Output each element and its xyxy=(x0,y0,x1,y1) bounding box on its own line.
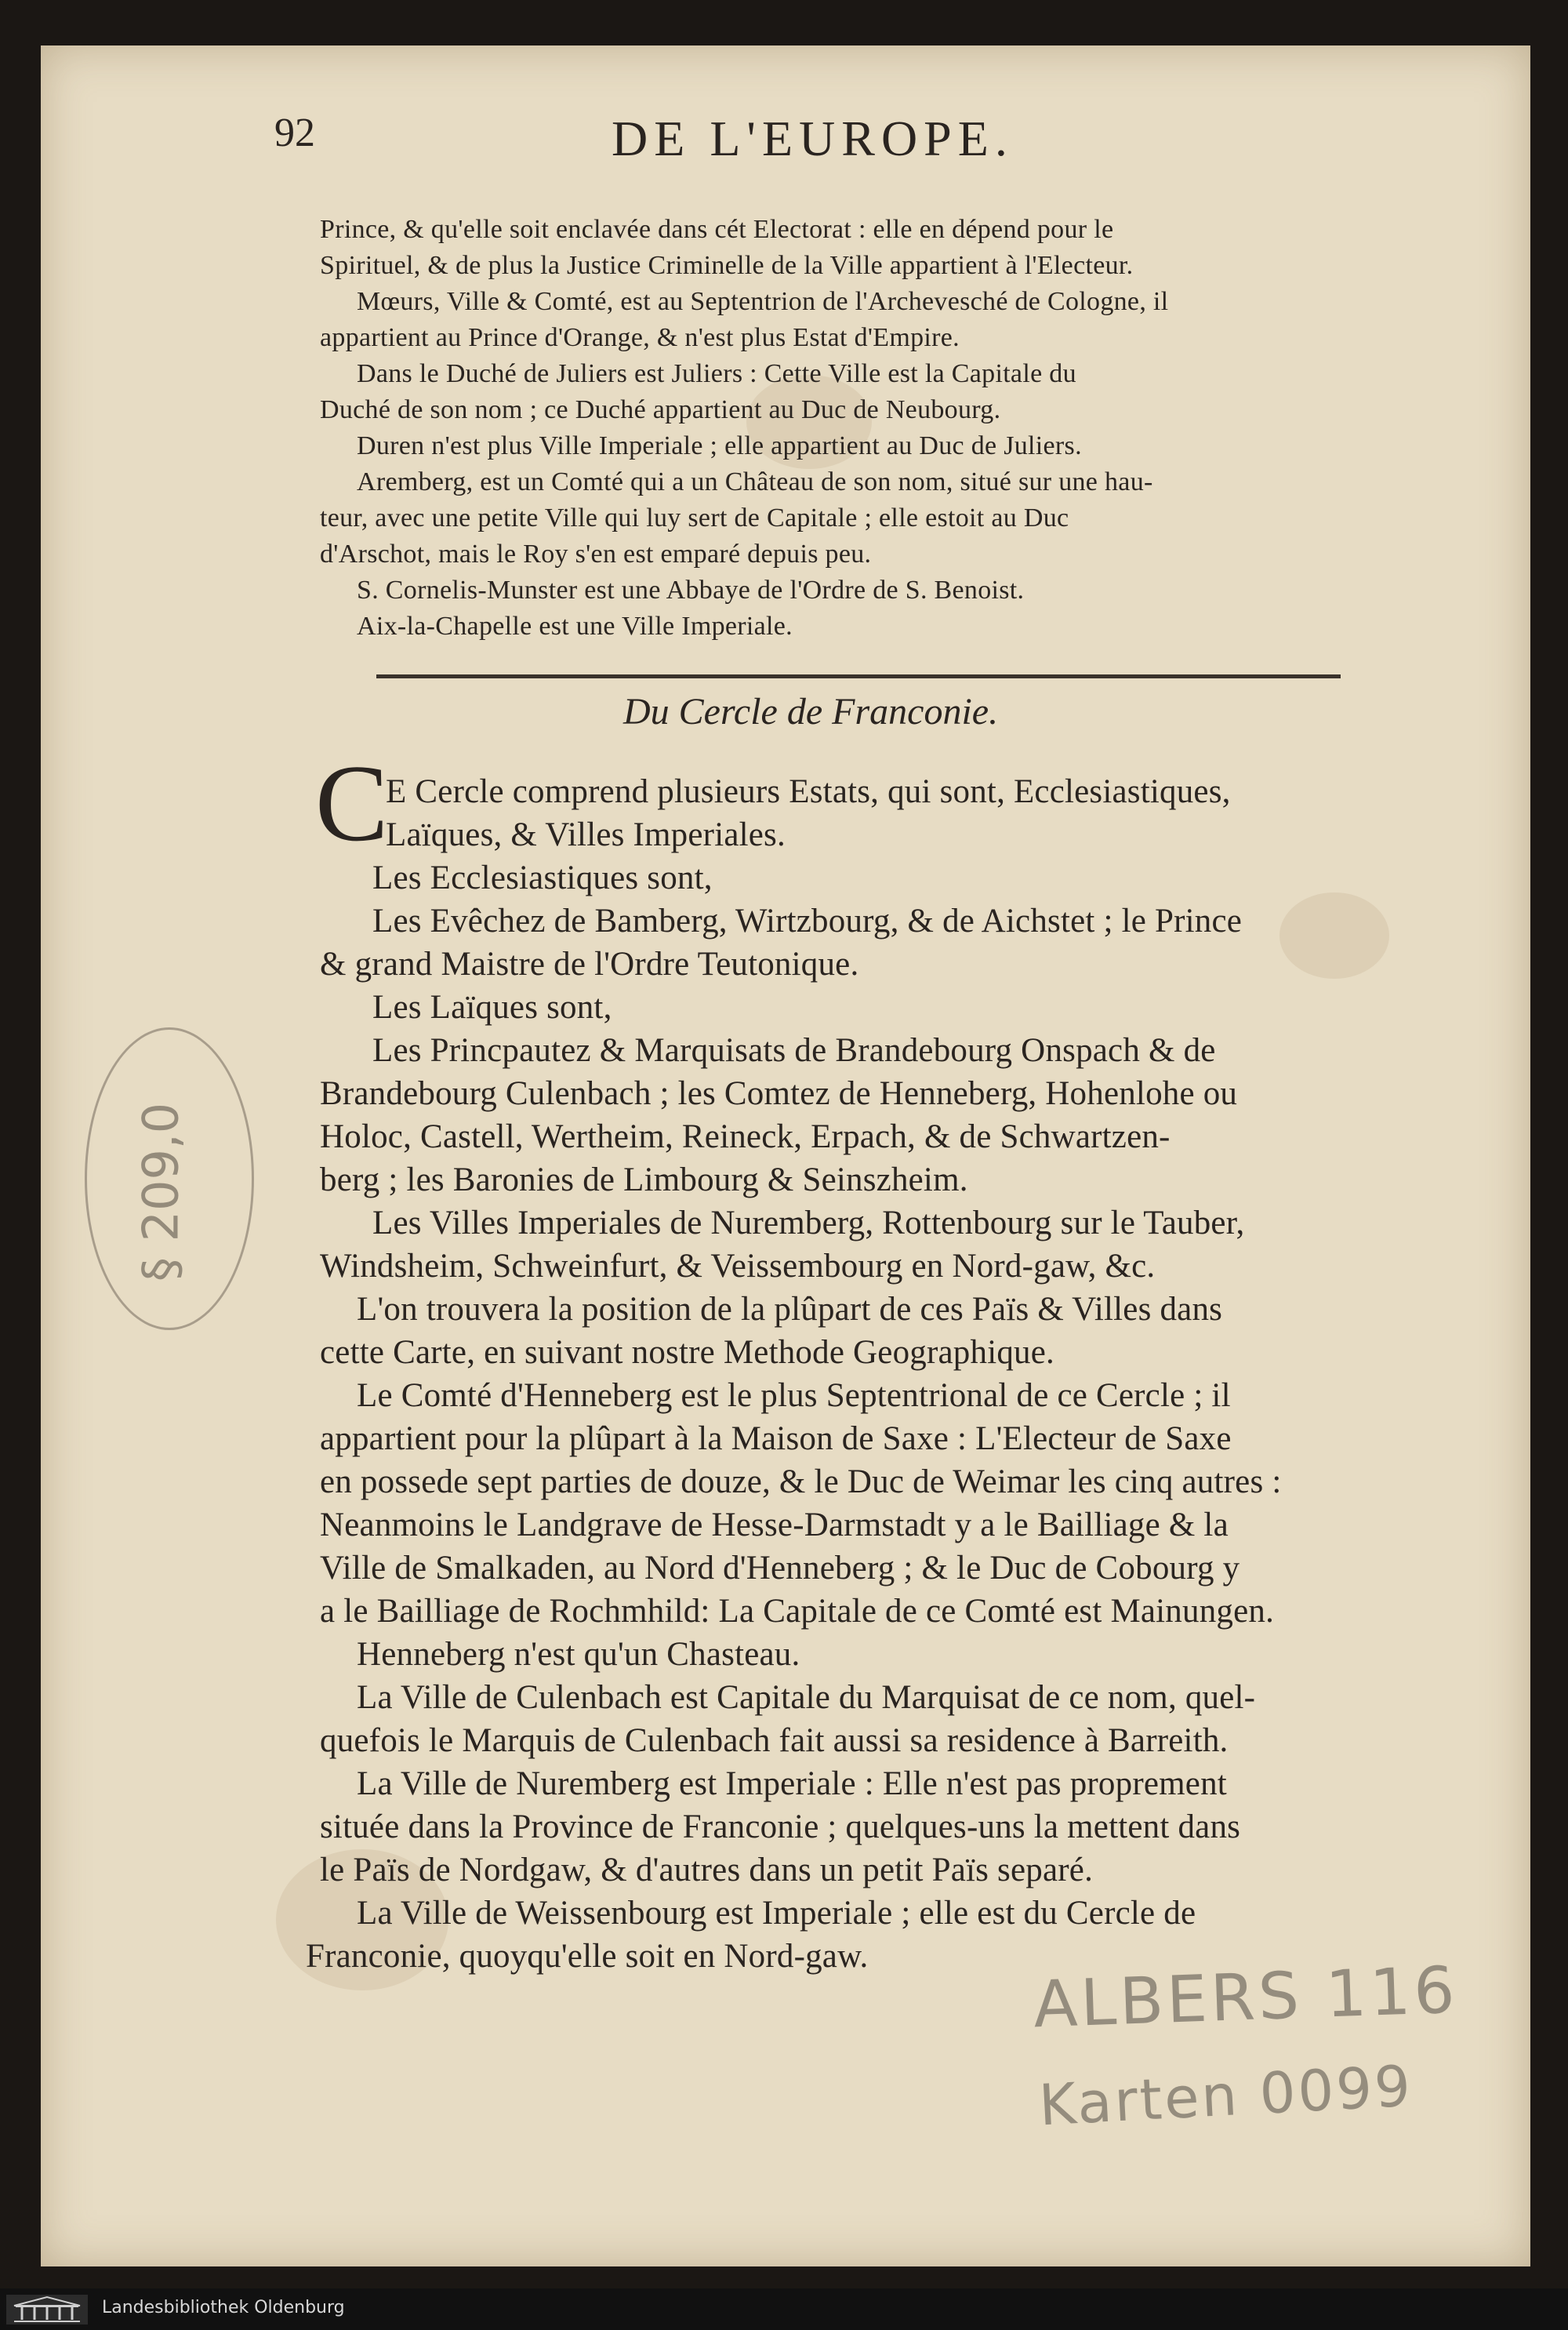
text-line: La Ville de Nuremberg est Imperiale : Elle n'est pas proprement xyxy=(357,1765,1227,1802)
text-line: Aix-la-Chapelle est une Ville Imperiale. xyxy=(357,612,793,641)
paper-stain xyxy=(1279,892,1389,979)
text-line: Laïques, & Villes Imperiales. xyxy=(386,816,786,853)
text-line: S. Cornelis-Munster est une Abbaye de l'Ordre de S. Benoist. xyxy=(357,576,1025,605)
text-line: quefois le Marquis de Culenbach fait aussi sa residence à Barreith. xyxy=(320,1722,1229,1759)
text-line: L'on trouvera la position de la plûpart de ces Païs & Villes dans xyxy=(357,1291,1223,1328)
text-line: Spirituel, & de plus la Justice Criminelle de la Ville appartient à l'Electeur. xyxy=(320,251,1134,280)
text-line: Les Ecclesiastiques sont, xyxy=(372,860,713,896)
running-title: DE L'EUROPE. xyxy=(612,111,1014,166)
text-line: Brandebourg Culenbach ; les Comtez de Henneberg, Hohenlohe ou xyxy=(320,1075,1238,1112)
text-line: appartient au Prince d'Orange, & n'est plus Estat d'Empire. xyxy=(320,323,960,352)
text-line: Duren n'est plus Ville Imperiale ; elle appartient au Duc de Juliers. xyxy=(357,431,1082,460)
text-line: & grand Maistre de l'Ordre Teutonique. xyxy=(320,946,859,983)
library-credit: Landesbibliothek Oldenburg xyxy=(102,2298,345,2317)
library-building-icon xyxy=(6,2295,88,2325)
text-line: Prince, & qu'elle soit enclavée dans cét Electorat : elle en dépend pour le xyxy=(320,215,1114,244)
text-line: teur, avec une petite Ville qui luy sert de Capitale ; elle estoit au Duc xyxy=(320,503,1069,533)
text-line: Henneberg n'est qu'un Chasteau. xyxy=(357,1636,800,1673)
text-line: a le Bailliage de Rochmhild: La Capitale de ce Comté est Mainungen. xyxy=(320,1593,1275,1630)
text-line: Holoc, Castell, Wertheim, Reineck, Erpach, & de Schwartzen- xyxy=(320,1118,1171,1155)
text-line: La Ville de Culenbach est Capitale du Marquisat de ce nom, quel- xyxy=(357,1679,1256,1716)
text-line: Mœurs, Ville & Comté, est au Septentrion de l'Archevesché de Cologne, il xyxy=(357,287,1169,316)
text-line: Le Comté d'Henneberg est le plus Septentrional de ce Cercle ; il xyxy=(357,1377,1231,1414)
page-number: 92 xyxy=(274,111,315,155)
text-line: d'Arschot, mais le Roy s'en est emparé depuis peu. xyxy=(320,540,872,569)
pencil-annotation: ALBERS 116 xyxy=(1032,1953,1459,2043)
text-line: Duché de son nom ; ce Duché appartient au Duc de Neubourg. xyxy=(320,395,1001,424)
text-line: le Païs de Nordgaw, & d'autres dans un petit Païs separé. xyxy=(320,1852,1094,1888)
drop-cap: C xyxy=(315,743,389,864)
text-line: située dans la Province de Franconie ; quelques-uns la mettent dans xyxy=(320,1808,1241,1845)
text-line: cette Carte, en suivant nostre Methode Geographique. xyxy=(320,1334,1054,1371)
text-line: Neanmoins le Landgrave de Hesse-Darmstadt y a le Bailliage & la xyxy=(320,1507,1229,1543)
section-divider xyxy=(376,674,1341,678)
text-line: berg ; les Baronies de Limbourg & Seinszheim. xyxy=(320,1161,968,1198)
text-line: Windsheim, Schweinfurt, & Veissembourg en Nord-gaw, &c. xyxy=(320,1248,1156,1285)
text-line: Les Princpautez & Marquisats de Brandebourg Onspach & de xyxy=(372,1032,1216,1069)
text-line: Les Villes Imperiales de Nuremberg, Rottenbourg sur le Tauber, xyxy=(372,1205,1245,1241)
text-line: Ville de Smalkaden, au Nord d'Henneberg ; & le Duc de Cobourg y xyxy=(320,1550,1240,1587)
text-line: La Ville de Weissenbourg est Imperiale ; elle est du Cercle de xyxy=(357,1895,1196,1932)
text-line: Aremberg, est un Comté qui a un Château de son nom, situé sur une hau- xyxy=(357,467,1153,496)
text-line: Franconie, quoyqu'elle soit en Nord-gaw. xyxy=(306,1938,869,1975)
text-line: Les Evêchez de Bamberg, Wirtzbourg, & de Aichstet ; le Prince xyxy=(372,903,1243,940)
text-line: appartient pour la plûpart à la Maison de Saxe : L'Electeur de Saxe xyxy=(320,1420,1232,1457)
pencil-margin-code: § 209,0 xyxy=(132,1102,190,1282)
pencil-annotation: Karten 0099 xyxy=(1037,2052,1414,2139)
text-line: en possede sept parties de douze, & le Duc de Weimar les cinq autres : xyxy=(320,1463,1282,1500)
text-line: E Cercle comprend plusieurs Estats, qui sont, Ecclesiastiques, xyxy=(386,773,1231,810)
section-title: Du Cercle de Franconie. xyxy=(623,691,999,732)
text-line: Dans le Duché de Juliers est Juliers : Cette Ville est la Capitale du xyxy=(357,359,1076,388)
text-line: Les Laïques sont, xyxy=(372,989,612,1026)
